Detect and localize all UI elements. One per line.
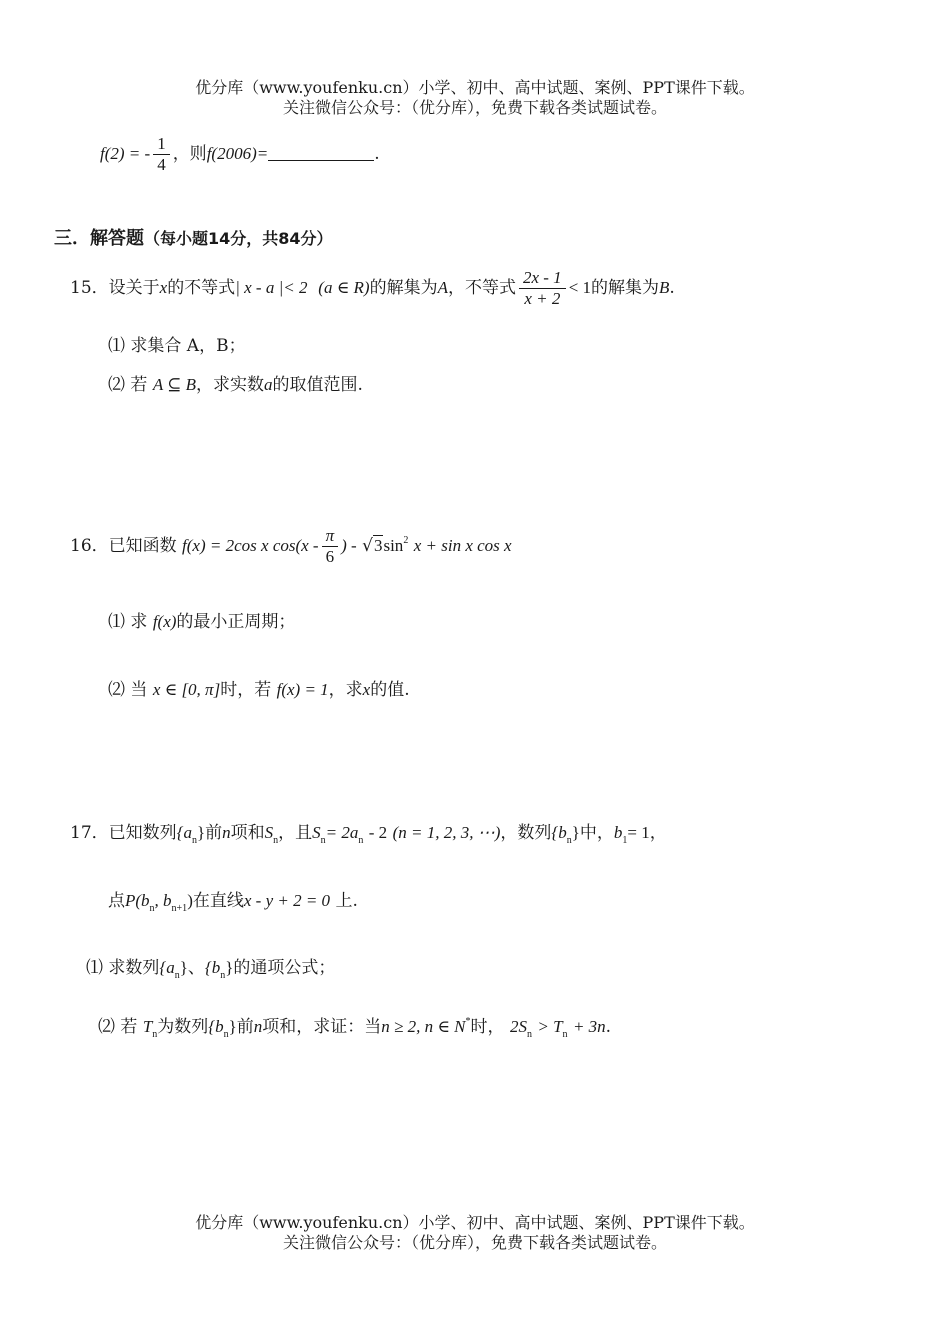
- q17-P: P(b: [125, 891, 150, 910]
- q17-S2-sub: n: [320, 835, 326, 846]
- q17-P-sub-n: n: [149, 903, 155, 914]
- q17-p1-b: 的通项公式；: [233, 958, 336, 978]
- q15-text-2: 的不等式: [167, 278, 236, 298]
- q17-p2-end: .: [605, 1017, 612, 1037]
- q17-l2-b: 在直线: [192, 891, 244, 911]
- q17-S: S: [264, 823, 274, 842]
- q14-frac-num: 1: [153, 134, 170, 155]
- q15-number: 15．: [70, 278, 109, 298]
- q16-number: 16．: [70, 536, 109, 556]
- q17-p2-b-close: }: [228, 1017, 237, 1036]
- q17-b-sub: n: [566, 835, 572, 846]
- q17-T-sub: n: [152, 1029, 158, 1040]
- q17-p2-a: ⑵ 若: [98, 1017, 138, 1037]
- q17-an-sub: n: [358, 835, 364, 846]
- q16-text-1: 已知函数: [108, 536, 177, 556]
- q17-text-6: 中，: [579, 823, 614, 843]
- q17-p2-b: 为数列: [157, 1017, 209, 1037]
- q17-line-2: [108, 886, 358, 914]
- q16-stem: [70, 526, 512, 567]
- q14-then: ，则: [172, 144, 207, 164]
- q17-n: n: [222, 823, 231, 842]
- footer-line-1: 优分库（www.youfenku.cn）小学、初中、高中试题、案例、PPT课件下载。: [195, 1213, 755, 1232]
- q16-p1-math: f(x): [152, 612, 177, 631]
- q15-set-b: B: [659, 278, 670, 297]
- q17-p2-n: n: [253, 1017, 263, 1036]
- q17-text-4: ，且: [278, 823, 313, 843]
- q17-stem: [70, 818, 667, 846]
- q16-pi: π: [322, 526, 339, 547]
- q17-p2-Sn-sub: n: [526, 1029, 532, 1040]
- q16-p1-a: ⑴ 求: [108, 612, 148, 632]
- q17-text-1: 已知数列: [108, 823, 177, 843]
- q16-part-1: [108, 607, 295, 632]
- q17-number: 17．: [70, 823, 109, 843]
- q15-text-5: 的解集为: [591, 278, 660, 298]
- q16-p2-math2: f(x) = 1: [276, 680, 329, 699]
- q14-end: .: [374, 144, 380, 164]
- q17-p1-b-sub: n: [220, 970, 226, 981]
- q16-pi-fraction: [322, 526, 339, 567]
- q15-stem: [70, 268, 675, 309]
- q16-sqrt3: 3: [373, 536, 383, 555]
- q17-text-3: 项和: [230, 823, 265, 843]
- q17-p1-a-close: }: [179, 958, 188, 977]
- q17-part-1: [86, 953, 335, 981]
- q15-part-1: ⑴ 求集合 A，B；: [108, 336, 246, 356]
- q15-p2-c: 的取值范围.: [272, 375, 363, 395]
- q15-p2-a: ⑵ 若: [108, 375, 148, 395]
- q16-six: 6: [325, 547, 335, 566]
- q16-p2-math1: x ∈ [0, π]: [152, 680, 221, 699]
- q17-b1-val: = 1，: [627, 823, 667, 842]
- q17-l2-a: 点: [108, 891, 125, 911]
- q16-p2-c: ，求: [328, 680, 363, 700]
- q17-a-close: }: [196, 823, 206, 842]
- q17-P-comma: , b: [154, 891, 172, 910]
- q17-a-seq: {a: [176, 823, 192, 842]
- q17-l2-c: 上.: [335, 891, 358, 911]
- q17-eq-rhs-b: - 2: [368, 823, 388, 842]
- q17-p2-b-sub: n: [223, 1029, 229, 1040]
- q14-lhs: f(2) = -: [100, 144, 151, 163]
- footer-line-2: 关注微信公众号：（优分库），免费下载各类试题试卷。: [282, 1233, 667, 1252]
- q15-p2-var: a: [264, 375, 273, 394]
- q17-p1-b-seq: {b: [204, 958, 221, 977]
- q17-p2-ineq-c: + 3n: [572, 1017, 606, 1036]
- q17-S-sub: n: [273, 835, 279, 846]
- q17-p2-cond: n ≥ 2, n ∈ N: [381, 1017, 466, 1036]
- q17-b-close: }: [571, 823, 580, 842]
- q15-inequality: | x - a |< 2: [235, 278, 308, 297]
- q15-frac-num: 2x - 1: [519, 268, 566, 289]
- q17-p2-b-seq: {b: [208, 1017, 224, 1036]
- q15-p2-math: A ⊆ B: [152, 375, 197, 394]
- q17-a-sub: n: [191, 835, 197, 846]
- q17-p2-ineq-a: 2S: [509, 1017, 527, 1036]
- q16-f-lhs: f(x) = 2cos x cos(x -: [182, 536, 319, 555]
- q17-p1-a-sub: n: [174, 970, 180, 981]
- q17-P-close: ): [187, 891, 193, 910]
- q16-p1-b: 的最小正周期；: [176, 612, 296, 632]
- q14-frac-den: 4: [157, 155, 166, 174]
- q15-text-3: 的解集为: [369, 278, 438, 298]
- q17-part-2: [98, 1012, 611, 1040]
- section-heading: [54, 224, 333, 250]
- q17-p2-e: 时，: [470, 1017, 505, 1037]
- q17-b-seq: {b: [551, 823, 567, 842]
- q16-p2-var: x: [362, 680, 371, 699]
- q16-p2-b: 时，若: [220, 680, 272, 700]
- q15-condition: (a ∈ R): [318, 278, 370, 297]
- q17-text-5: ，数列: [500, 823, 552, 843]
- q15-part-2: [108, 370, 363, 395]
- q15-p2-b: ，求实数: [196, 375, 265, 395]
- q17-p1-a: ⑴ 求数列: [86, 958, 160, 978]
- q17-text-2: 前: [205, 823, 223, 843]
- q17-eq-cond: (n = 1, 2, 3, ⋯): [392, 823, 501, 842]
- q16-p2-a: ⑵ 当: [108, 680, 148, 700]
- header-line-1: 优分库（www.youfenku.cn）小学、初中、高中试题、案例、PPT课件下载。: [195, 78, 755, 97]
- q14-answer-line: [100, 134, 380, 175]
- q17-T: T: [142, 1017, 153, 1036]
- q15-var-x: x: [159, 278, 168, 297]
- q17-p2-star: *: [465, 1016, 471, 1027]
- q17-eq-rhs-a: = 2a: [325, 823, 359, 842]
- section-note: （每小题14分，共84分）: [144, 229, 333, 248]
- q14-answer-blank[interactable]: [268, 143, 374, 161]
- q16-f-rest: x + sin x cos x: [413, 536, 512, 555]
- q15-end: .: [669, 278, 675, 298]
- q17-P-sub-np1: n+1: [171, 903, 188, 914]
- q17-p2-Tn-sub: n: [562, 1029, 568, 1040]
- q15-frac-den: x + 2: [524, 289, 561, 308]
- q16-part-2: [108, 675, 410, 700]
- q17-line-eq: x - y + 2 = 0: [243, 891, 331, 910]
- q14-ask: f(2006)=: [206, 144, 269, 163]
- q15-fraction: [519, 268, 566, 309]
- q17-p1-b-close: }: [225, 958, 234, 977]
- q16-f-mid: ) -: [341, 536, 357, 555]
- q16-sqrt: √3: [362, 536, 383, 556]
- q17-p1-sep: 、: [187, 958, 205, 978]
- q17-p2-d: 项和，求证：当: [262, 1017, 382, 1037]
- q17-b1-sub: 1: [622, 835, 628, 846]
- q16-square: 2: [403, 535, 409, 546]
- q16-sin: sin: [383, 536, 404, 555]
- q17-p1-a-seq: {a: [159, 958, 175, 977]
- q15-text-4: ，不等式: [447, 278, 516, 298]
- q17-p2-c: 前: [236, 1017, 254, 1037]
- header-line-2: 关注微信公众号：（优分库），免费下载各类试题试卷。: [282, 98, 667, 117]
- q15-set-a: A: [437, 278, 448, 297]
- q15-rhs: < 1: [568, 278, 592, 297]
- q17-b1: b: [613, 823, 623, 842]
- q17-p2-ineq-b: > T: [537, 1017, 563, 1036]
- section-title: 三．解答题: [54, 228, 144, 249]
- q16-p2-d: 的值.: [370, 680, 410, 700]
- q15-text-1: 设关于: [108, 278, 160, 298]
- q14-fraction: [153, 134, 170, 175]
- q17-S2: S: [312, 823, 321, 842]
